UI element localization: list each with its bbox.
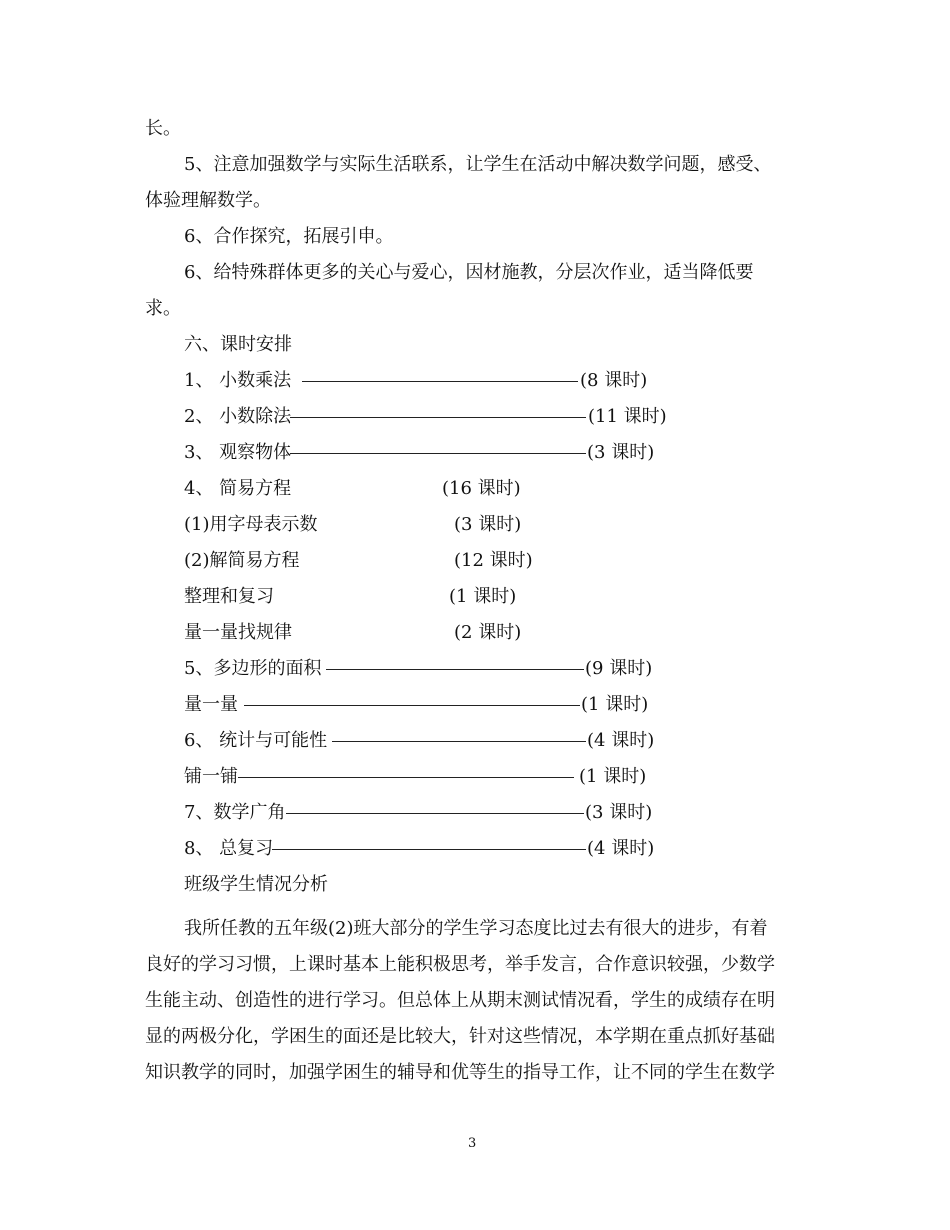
- text-line: 良好的学习习惯，上课时基本上能积极思考，举手发言，合作意识较强，少数学: [145, 954, 775, 975]
- schedule-hours: (3 课时): [587, 442, 655, 463]
- schedule-label: (1)用字母表示数: [184, 514, 318, 535]
- text-line: 体验理解数学。: [145, 190, 271, 211]
- schedule-hours: (1 课时): [581, 694, 649, 715]
- page-number: 3: [468, 1136, 477, 1151]
- schedule-hours: (12 课时): [454, 550, 533, 571]
- leader-line: [286, 813, 584, 814]
- schedule-label: 7、数学广角: [184, 802, 286, 823]
- text-line: 我所任教的五年级(2)班大部分的学生学习态度比过去有很大的进步，有着: [184, 918, 768, 939]
- schedule-label: 5、多边形的面积: [184, 658, 322, 679]
- schedule-label: 1、 小数乘法: [184, 370, 292, 391]
- schedule-label: 4、 简易方程: [184, 478, 292, 499]
- text-line: 知识教学的同时，加强学困生的辅导和优等生的指导工作，让不同的学生在数学: [145, 1062, 775, 1083]
- section-heading: 班级学生情况分析: [184, 874, 328, 895]
- schedule-label: 量一量找规律: [184, 622, 292, 643]
- schedule-hours: (4 课时): [587, 730, 655, 751]
- leader-line: [332, 741, 586, 742]
- schedule-label: 铺一铺: [184, 766, 238, 787]
- text-line: 显的两极分化，学困生的面还是比较大，针对这些情况，本学期在重点抓好基础: [145, 1026, 775, 1047]
- schedule-hours: (9 课时): [585, 658, 653, 679]
- text-line: 长。: [145, 118, 181, 139]
- schedule-label: 整理和复习: [184, 586, 274, 607]
- leader-line: [238, 777, 574, 778]
- schedule-hours: (11 课时): [588, 406, 667, 427]
- text-line: 5、注意加强数学与实际生活联系，让学生在活动中解决数学问题，感受、: [184, 154, 772, 175]
- schedule-hours: (16 课时): [442, 478, 521, 499]
- schedule-label: (2)解简易方程: [184, 550, 300, 571]
- text-line: 生能主动、创造性的进行学习。但总体上从期末测试情况看，学生的成绩存在明: [145, 990, 775, 1011]
- schedule-hours: (1 课时): [449, 586, 517, 607]
- schedule-hours: (8 课时): [580, 370, 648, 391]
- schedule-label: 6、 统计与可能性: [184, 730, 328, 751]
- leader-line: [244, 705, 580, 706]
- schedule-hours: (1 课时): [579, 766, 647, 787]
- text-line: 求。: [145, 298, 181, 319]
- leader-line: [302, 381, 578, 382]
- text-line: 6、合作探究，拓展引申。: [184, 226, 394, 247]
- text-line: 6、给特殊群体更多的关心与爱心，因材施教，分层次作业，适当降低要: [184, 262, 754, 283]
- schedule-hours: (2 课时): [454, 622, 522, 643]
- schedule-hours: (3 课时): [585, 802, 653, 823]
- schedule-label: 3、 观察物体: [184, 442, 292, 463]
- schedule-hours: (3 课时): [454, 514, 522, 535]
- leader-line: [272, 849, 586, 850]
- leader-line: [326, 669, 584, 670]
- leader-line: [290, 453, 586, 454]
- schedule-hours: (4 课时): [587, 838, 655, 859]
- section-heading: 六、课时安排: [184, 334, 292, 355]
- schedule-label: 8、 总复习: [184, 838, 274, 859]
- leader-line: [290, 417, 586, 418]
- schedule-label: 量一量: [184, 694, 238, 715]
- schedule-label: 2、 小数除法: [184, 406, 292, 427]
